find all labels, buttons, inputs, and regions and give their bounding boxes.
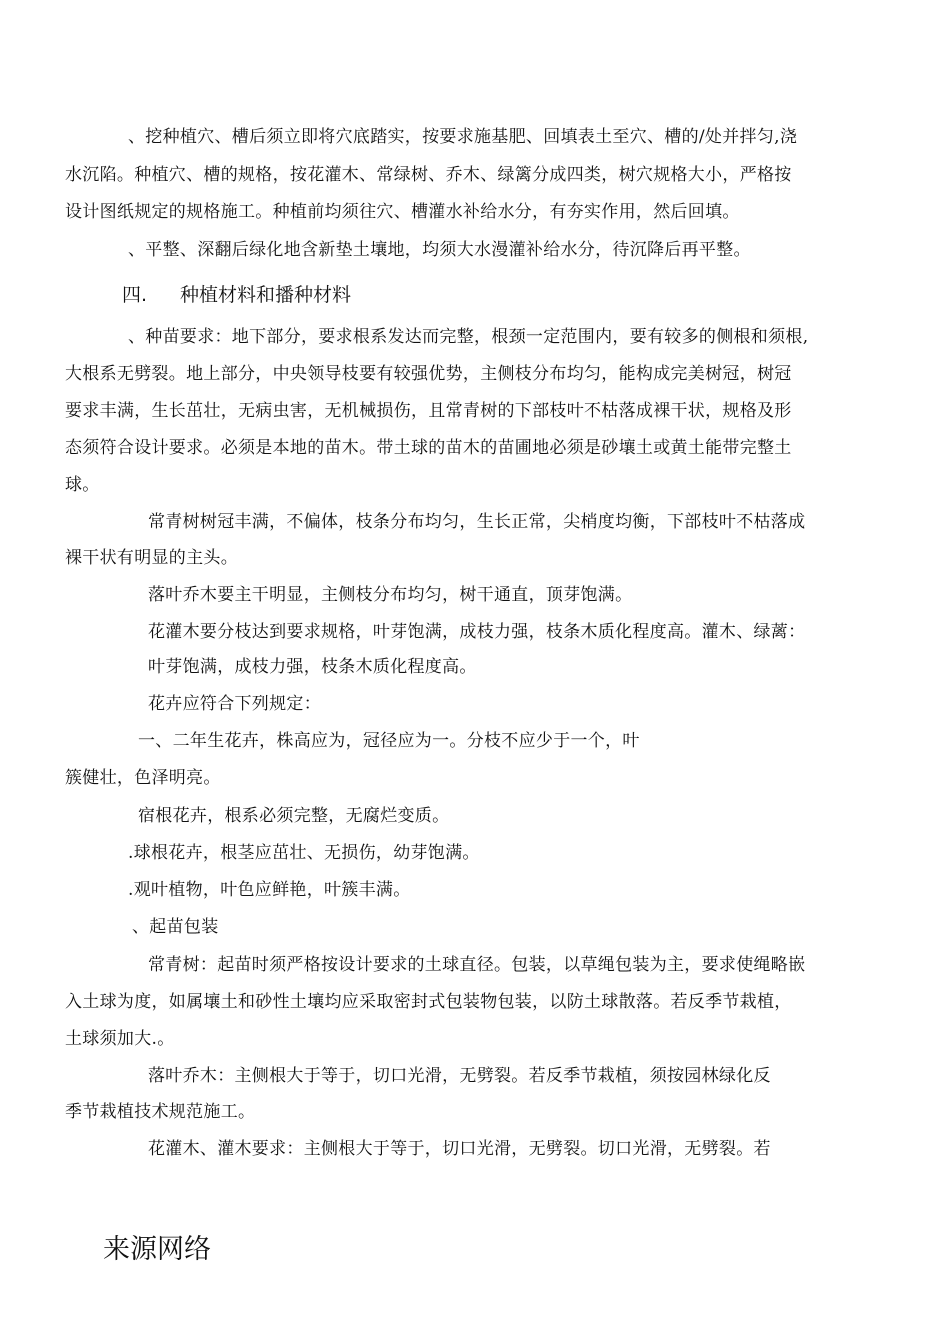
para1-line2: 水沉陷。种植穴、槽的规格，按花灌木、常绿树、乔木、绿篱分成四类，树穴规格大小，严格按 [65, 165, 792, 185]
para12: 、起苗包装 [132, 917, 219, 937]
para2: 、平整、深翻后绿化地含新垫土壤地，均须大水漫灌补给水分，待沉降后再平整。 [128, 240, 751, 260]
para8-line1: 一、二年生花卉，株高应为，冠径应为一。分枝不应少于一个，叶 [138, 731, 640, 751]
para4-line1: 常青树树冠丰满，不偏体，枝条分布均匀，生长正常，尖梢度均衡，下部枝叶不枯落成 [148, 512, 806, 532]
para13-line1: 常青树：起苗时须严格按设计要求的土球直径。包装，以草绳包装为主，要求使绳略嵌 [148, 955, 806, 975]
para13-line2: 入土球为度，如属壤土和砂性土壤均应采取密封式包装物包装，以防土球散落。若反季节栽植， [65, 992, 792, 1012]
para4-line2: 裸干状有明显的主头。 [65, 548, 238, 568]
para7: 花卉应符合下列规定： [148, 694, 321, 714]
para14-line2: 季节栽植技术规范施工。 [65, 1102, 256, 1122]
para11: .观叶植物，叶色应鲜艳，叶簇丰满。 [128, 880, 411, 900]
para10: .球根花卉，根茎应茁壮、无损伤，幼芽饱满。 [128, 843, 480, 863]
para15: 花灌木、灌木要求：主侧根大于等于，切口光滑，无劈裂。切口光滑，无劈裂。若 [148, 1139, 771, 1159]
para1-line1: 、挖种植穴、槽后须立即将穴底踏实，按要求施基肥、回填表土至穴、槽的/处并拌匀,浇 [128, 127, 798, 147]
para1-line3: 设计图纸规定的规格施工。种植前均须往穴、槽灌水补给水分，有夯实作用，然后回填。 [65, 202, 740, 222]
section-number: 四. [122, 284, 148, 306]
para3-line4: 态须符合设计要求。必须是本地的苗木。带土球的苗木的苗圃地必须是砂壤土或黄土能带完整土 [65, 438, 792, 458]
para3-line2: 大根系无劈裂。地上部分，中央领导枝要有较强优势，主侧枝分布均匀，能构成完美树冠，树冠 [65, 364, 792, 384]
para9: 宿根花卉，根系必须完整，无腐烂变质。 [138, 806, 450, 826]
para5: 落叶乔木要主干明显，主侧枝分布均匀，树干通直，顶芽饱满。 [148, 585, 633, 605]
para3-line3: 要求丰满，生长茁壮，无病虫害，无机械损伤，且常青树的下部枝叶不枯落成裸干状，规格及形 [65, 401, 792, 421]
section-heading [122, 282, 351, 308]
para14-line1: 落叶乔木：主侧根大于等于，切口光滑，无劈裂。若反季节栽植，须按园林绿化反 [148, 1066, 771, 1086]
para13-line3: 土球须加大.。 [65, 1029, 175, 1049]
para6-line1: 花灌木要分枝达到要求规格，叶芽饱满，成枝力强，枝条木质化程度高。灌木、绿蓠： [148, 622, 806, 642]
para8-line2: 簇健壮，色泽明亮。 [65, 768, 221, 788]
para3-line5: 球。 [65, 475, 100, 495]
para6-line2: 叶芽饱满，成枝力强，枝条木质化程度高。 [148, 657, 477, 677]
para3-line1: 、种苗要求：地下部分，要求根系发达而完整，根颈一定范围内，要有较多的侧根和须根, [128, 327, 809, 347]
source-footer: 来源网络 [103, 1234, 211, 1265]
section-title: 种植材料和播种材料 [180, 284, 352, 306]
